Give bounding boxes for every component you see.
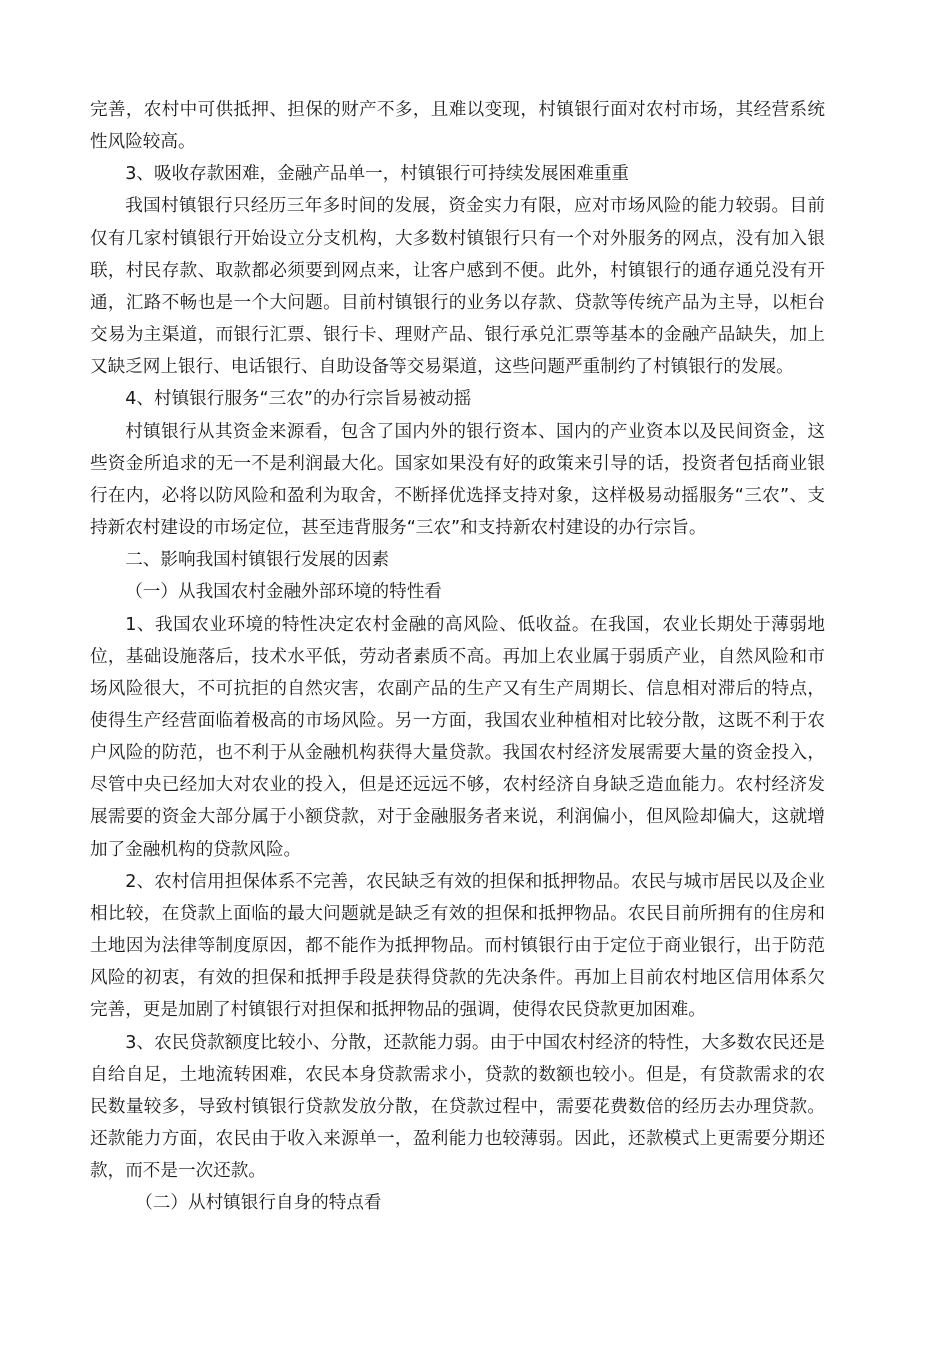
subsection-heading-external: （一）从我国农村金融外部环境的特性看 (125, 582, 442, 603)
subheading-deposit-difficulty: 3、吸收存款困难，金融产品单一，村镇银行可持续发展困难重重 (125, 164, 630, 185)
paragraph: 2、农村信用担保体系不完善，农民缺乏有效的担保和抵押物品。农民与城市居民以及企业相比较，在贷款上面临的最大问题就是缺乏有效的担保和抵押物品。农民目前所拥有的住房和土地因为法律等制度原因，都不能作为抵押物品。而村镇银行由于定位于商业银行，出于防范风险的初衷，有效的担保和抵押手段是获得贷款的先决条件。再加上目前农村地区信用体系欠完善，更是加剧了村镇银行对担保和抵押物品的强调，使得农民贷款更加困难。 (90, 871, 825, 1021)
paragraph: 3、农民贷款额度比较小、分散，还款能力弱。由于中国农村经济的特性，大多数农民还是自给自足，土地流转困难，农民本身贷款需求小，贷款的数额也较小。但是，有贷款需求的农民数量较多，导致村镇银行贷款发放分散，在贷款过程中，需要花费数倍的经历去办理贷款。还款能力方面，农民由于收入来源单一，盈利能力也较薄弱。因此，还款模式上更需要分期还款，而不是一次还款。 (90, 1032, 825, 1182)
paragraph: 村镇银行从其资金来源看，包含了国内外的银行资本、国内的产业资本以及民间资金，这些资金所追求的无一不是利润最大化。国家如果没有好的政策来引导的话，投资者包括商业银行在内，必将以防风险和盈利为取舍，不断择优选择支持对象，这样极易动摇服务“三农”、支持新农村建设的市场定位，甚至违背服务“三农”和支持新农村建设的办行宗旨。 (90, 421, 825, 539)
document-body (90, 94, 825, 1219)
paragraph-continued: 完善，农村中可供抵押、担保的财产不多，且难以变现，村镇银行面对农村市场，其经营系统性风险较高。 (90, 100, 825, 153)
subheading-mission-shaken: 4、村镇银行服务“三农”的办行宗旨易被动摇 (125, 389, 472, 410)
subsection-heading-internal: （二）从村镇银行自身的特点看 (135, 1193, 382, 1214)
paragraph: 我国村镇银行只经历三年多时间的发展，资金实力有限，应对市场风险的能力较弱。目前仅有几家村镇银行开始设立分支机构，大多数村镇银行只有一个对外服务的网点，没有加入银联，村民存款、取款都必须要到网点来，让客户感到不便。此外，村镇银行的通存通兑没有开通，汇路不畅也是一个大问题。目前村镇银行的业务以存款、贷款等传统产品为主导，以柜台交易为主渠道，而银行汇票、银行卡、理财产品、银行承兑汇票等基本的金融产品缺失，加上又缺乏网上银行、电话银行、自助设备等交易渠道，这些问题严重制约了村镇银行的发展。 (90, 196, 825, 378)
paragraph: 1、我国农业环境的特性决定农村金融的高风险、低收益。在我国，农业长期处于薄弱地位，基础设施落后，技术水平低，劳动者素质不高。再加上农业属于弱质产业，自然风险和市场风险很大，不可抗拒的自然灾害，农副产品的生产又有生产周期长、信息相对滞后的特点，使得生产经营面临着极高的市场风险。另一方面，我国农业种植相对比较分散，这既不利于农户风险的防范，也不利于从金融机构获得大量贷款。我国农村经济发展需要大量的资金投入，尽管中央已经加大对农业的投入，但是还远远不够，农村经济自身缺乏造血能力。农村经济发展需要的资金大部分属于小额贷款，对于金融服务者来说，利润偏小，但风险却偏大，这就增加了金融机构的贷款风险。 (90, 614, 825, 860)
section-heading-factors: 二、影响我国村镇银行发展的因素 (125, 550, 390, 571)
